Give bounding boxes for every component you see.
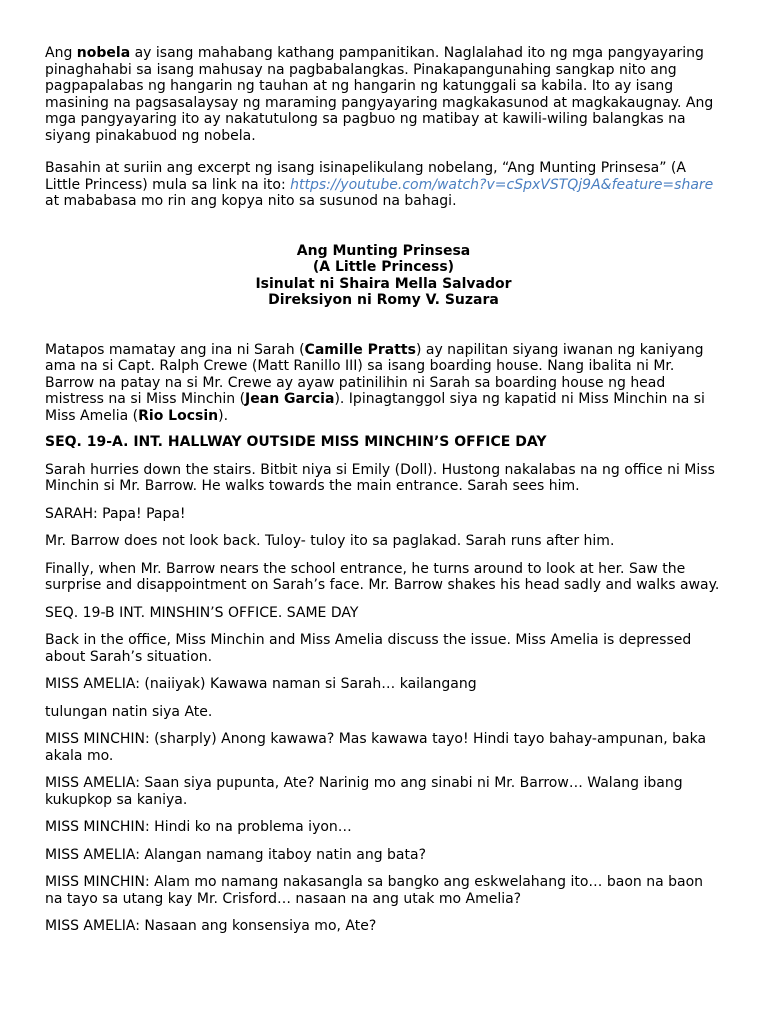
bold-term-nobela: nobela [76,45,131,61]
script-line: Back in the office, Miss Minchin and Miss Amelia discuss the issue. Miss Amelia is depressed about Sarah’s situation. [45,632,692,665]
youtube-link[interactable]: https://youtube.com/watch?v=cSpxVSTQj9A&feature=share [290,176,714,193]
work-subtitle: (A Little Princess) [312,259,455,275]
script-line: MISS MINCHIN: Alam mo namang nakasangla sa bangko ang eskwelahang ito… baon na baon na tayo sa utang kay Mr. Crisford… nasaan na ang utak mo Amelia? [45,874,704,907]
script-line: MISS AMELIA: Saan siya pupunta, Ate? Narinig mo ang sinabi ni Mr. Barrow… Walang ibang kukupkop sa kaniya. [45,775,683,808]
scene-heading [45,434,722,451]
script-line: MISS AMELIA: (naiiyak) Kawawa naman si Sarah… kailangang [45,676,477,692]
script-line: MISS MINCHIN: Hindi ko na problema iyon… [45,819,352,835]
script-line: SARAH: Papa! Papa! [45,505,186,522]
synopsis-text: Matapos mamatay ang ina ni Sarah ( [45,341,305,358]
author-credit: Isinulat ni Shaira Mella Salvador [255,275,512,292]
synopsis-text: ). [218,407,229,424]
synopsis-paragraph [45,342,722,425]
intro-paragraph-nobela [45,45,722,144]
actor-name: Rio Locsin [138,407,219,424]
synopsis-text: ) ay napilitan siyang iwanan ng kaniyang ama na si Capt. Ralph Crewe (Matt Ranillo III) sa isang boarding house. Nang ibalita ni Mr. Barrow na patay na si Mr. Crewe ay ayaw patinilihin ni Sarah sa boarding house ng head mistress na si Miss Minchin ( [45,341,704,407]
actor-name: Camille Pratts [304,341,416,358]
work-title-block [45,243,722,309]
intro-text: ay isang mahabang kathang pampanitikan. Naglalahad ito ng mga pangyayaring pinaghahabi sa isang mahusay na pagbabalangkas. Pinakapangunahing sangkap nito ang pagpapalabas ng hangarin ng tauhan at ng hangarin ng katunggali sa kabila. Ito ay isang masining na pagsasalaysay ng maraming pangyayaring magkakasunod at magkakaugnay. Ang mga pangyayaring ito ay nakatutulong sa pagbuo ng matibay at kawili-wiling balangkas na siyang pinakabuod ng nobela. [45,45,714,144]
intro-paragraph-instruction [45,160,722,210]
director-credit: Direksiyon ni Romy V. Suzara [268,292,499,308]
instruction-text: Basahin at suriin ang excerpt ng isang isinapelikulang nobelang, “Ang Munting Prinsesa” (A Little Princess) mula sa link na ito: [45,160,686,193]
intro-text: Ang [45,45,77,61]
script-line: Finally, when Mr. Barrow nears the school entrance, he turns around to look at her. Saw the surprise and disappointment on Sarah’s face. Mr. Barrow shakes his head sadly and walks away. [45,560,720,593]
synopsis-text: ). Ipinagtanggol siya ng kapatid ni Miss Minchin na si Miss Amelia ( [45,391,705,424]
script-line: MISS AMELIA: Alangan namang itaboy natin ang bata? [45,846,427,863]
script-line: MISS MINCHIN: (sharply) Anong kawawa? Mas kawawa tayo! Hindi tayo bahay-ampunan, baka akala mo. [45,731,707,764]
work-title: Ang Munting Prinsesa [296,242,471,259]
script-line: tulungan natin siya Ate. [45,703,213,720]
actor-name: Jean Garcia [245,391,335,407]
script-line: SEQ. 19-B INT. MINSHIN’S OFFICE. SAME DAY [45,604,359,621]
script-line: Sarah hurries down the stairs. Bitbit niya si Emily (Doll). Hustong nakalabas na ng office ni Miss Minchin si Mr. Barrow. He walks towards the main entrance. Sarah sees him. [45,461,715,494]
script-line: Mr. Barrow does not look back. Tuloy- tuloy ito sa paglakad. Sarah runs after him. [45,533,615,549]
script-line: MISS AMELIA: Nasaan ang konsensiya mo, Ate? [45,918,377,934]
scene-heading-text: SEQ. 19-A. INT. HALLWAY OUTSIDE MISS MINCHIN’S OFFICE DAY [45,434,547,450]
instruction-text: at mababasa mo rin ang kopya nito sa susunod na bahagi. [45,193,457,209]
